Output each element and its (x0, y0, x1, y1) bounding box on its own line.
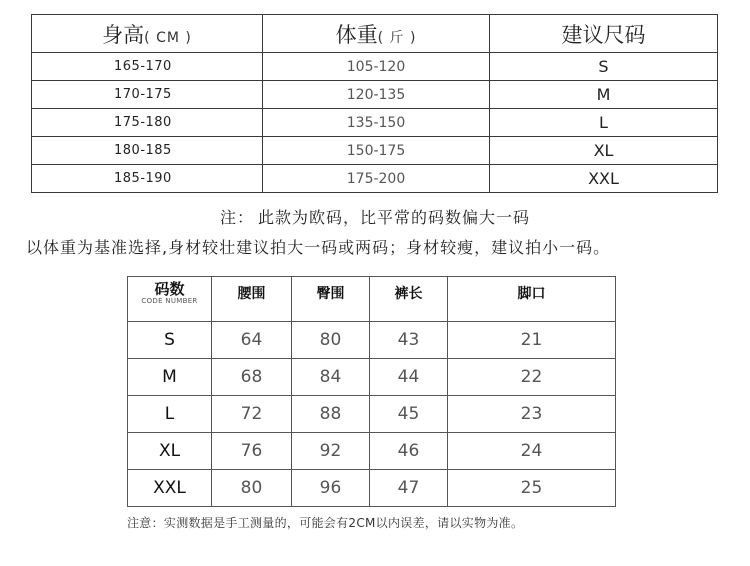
leg-opening-cell: 24 (448, 433, 616, 470)
header-hip: 臀围 (292, 277, 370, 322)
length-cell: 44 (370, 359, 448, 396)
weight-cell: 105-120 (263, 53, 490, 81)
table-row (32, 137, 718, 165)
waist-cell: 68 (212, 359, 292, 396)
sizing-note-label: 注： (219, 208, 254, 227)
table-row (128, 470, 616, 507)
garment-measurement-table (127, 276, 616, 507)
weight-cell: 150-175 (263, 137, 490, 165)
hip-cell: 80 (292, 322, 370, 359)
header-code-en: CODE NUMBER (141, 297, 198, 305)
size-cell: XXL (490, 165, 718, 193)
height-weight-size-table (31, 14, 718, 193)
header-leg-opening: 脚口 (448, 277, 616, 322)
size-cell: XL (128, 433, 212, 470)
sizing-note (0, 205, 750, 228)
header-height (32, 15, 263, 53)
table-row (128, 433, 616, 470)
table-row (128, 359, 616, 396)
header-code (128, 277, 212, 322)
height-cell: 185-190 (32, 165, 263, 193)
table-row (128, 322, 616, 359)
table-row (128, 396, 616, 433)
length-cell: 47 (370, 470, 448, 507)
weight-cell: 120-135 (263, 81, 490, 109)
size-cell: S (128, 322, 212, 359)
waist-cell: 76 (212, 433, 292, 470)
size-cell: M (490, 81, 718, 109)
height-cell: 180-185 (32, 137, 263, 165)
header-length: 裤长 (370, 277, 448, 322)
size-cell: S (490, 53, 718, 81)
header-weight (263, 15, 490, 53)
table-row (32, 53, 718, 81)
waist-cell: 80 (212, 470, 292, 507)
leg-opening-cell: 21 (448, 322, 616, 359)
leg-opening-cell: 25 (448, 470, 616, 507)
hip-cell: 96 (292, 470, 370, 507)
header-weight-label: 体重 (335, 22, 378, 47)
leg-opening-cell: 23 (448, 396, 616, 433)
hip-cell: 84 (292, 359, 370, 396)
header-waist: 腰围 (212, 277, 292, 322)
waist-cell: 64 (212, 322, 292, 359)
header-code-label: 码数 (154, 280, 185, 298)
weight-cell: 135-150 (263, 109, 490, 137)
height-cell: 170-175 (32, 81, 263, 109)
header-size: 建议尺码 (490, 15, 718, 53)
size-cell: L (490, 109, 718, 137)
size-cell: L (128, 396, 212, 433)
length-cell: 45 (370, 396, 448, 433)
table-header-row (128, 277, 616, 322)
table-row (32, 109, 718, 137)
sizing-note-text: 此款为欧码，比平常的码数偏大一码 (258, 208, 531, 227)
size-cell: XL (490, 137, 718, 165)
hip-cell: 92 (292, 433, 370, 470)
height-cell: 165-170 (32, 53, 263, 81)
table-row (32, 81, 718, 109)
length-cell: 46 (370, 433, 448, 470)
hip-cell: 88 (292, 396, 370, 433)
size-cell: M (128, 359, 212, 396)
header-weight-unit: ( 斤 ) (377, 29, 417, 46)
table-header-row (32, 15, 718, 53)
measurement-disclaimer: 注意：实测数据是手工测量的，可能会有2CM以内误差，请以实物为准。 (127, 516, 524, 530)
waist-cell: 72 (212, 396, 292, 433)
height-cell: 175-180 (32, 109, 263, 137)
table-row (32, 165, 718, 193)
length-cell: 43 (370, 322, 448, 359)
leg-opening-cell: 22 (448, 359, 616, 396)
size-cell: XXL (128, 470, 212, 507)
sizing-advice: 以体重为基准选择,身材较壮建议拍大一码或两码；身材较瘦，建议拍小一码。 (26, 238, 611, 257)
header-height-label: 身高 (102, 22, 145, 47)
weight-cell: 175-200 (263, 165, 490, 193)
header-height-unit: ( CM ) (144, 29, 192, 46)
